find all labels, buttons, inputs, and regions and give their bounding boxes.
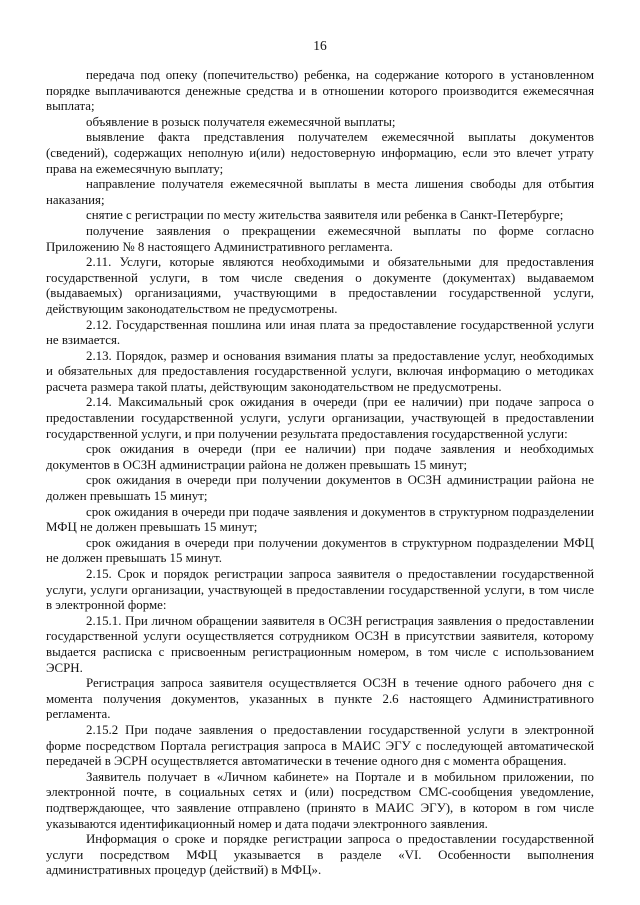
paragraph: объявление в розыск получателя ежемесячной выплаты;: [86, 114, 396, 129]
page-number: 16: [313, 38, 327, 53]
paragraph: Информация о сроке и порядке регистрации запроса о предоставлении государственной услуги посредством МФЦ указывается в разделе «VI. Особенности выполнения административных процедур (действий) в МФЦ».: [46, 832, 594, 878]
paragraph: 2.13. Порядок, размер и основания взимания платы за предоставление услуг, необходимых и обязательных для предоставления государственной услуги, включая информацию о методиках расчета размера такой платы, действующим законодательством не предусмотрены.: [46, 348, 594, 394]
paragraph: Регистрация запроса заявителя осуществляется ОСЗН в течение одного рабочего дня с момента получения документов, указанных в пункте 2.6 настоящего Административного регламента.: [46, 676, 594, 722]
paragraph: срок ожидания в очереди при получении документов в структурном подразделении МФЦ не должен превышать 15 минут.: [46, 535, 594, 566]
paragraph: снятие с регистрации по месту жительства заявителя или ребенка в Санкт-Петербурге;: [86, 208, 564, 223]
paragraph: 2.15. Срок и порядок регистрации запроса заявителя о предоставлении государственной услуги, услуги организации, участвующей в предоставлении государственной услуги, в том числе в электронной форме:: [46, 567, 594, 613]
paragraph: направление получателя ежемесячной выплаты в места лишения свободы для отбытия наказания;: [46, 177, 594, 207]
paragraph: срок ожидания в очереди при подаче заявления и документов в структурном подразделении МФЦ не должен превышать 15 минут;: [46, 504, 594, 535]
paragraph: получение заявления о прекращении ежемесячной выплаты по форме согласно Приложению № 8 настоящего Административного регламента.: [46, 223, 594, 254]
paragraph: 2.15.1. При личном обращении заявителя в ОСЗН регистрация заявления о предоставлении государственной услуги осуществляется сотрудником ОСЗН в присутствии заявителя, которому выдается расписка с присвоенным регистрационным номером, в том числе с использованием ЭСРН.: [46, 613, 594, 675]
paragraph: срок ожидания в очереди (при ее наличии) при подаче заявления и необходимых документов в ОСЗН администрации района не должен превышать 15 минут;: [46, 442, 594, 472]
document-body: [46, 68, 594, 879]
paragraph: 2.15.2 При подаче заявления о предоставлении государственной услуги в электронной форме посредством Портала регистрация запроса в МАИС ЭГУ с последующей автоматической передачей в ЭСРН осуществляется автоматически в течение одного дня с момента обращения.: [46, 722, 594, 769]
paragraph: 2.12. Государственная пошлина или иная плата за предоставление государственной услуги не взимается.: [46, 317, 594, 348]
paragraph: Заявитель получает в «Личном кабинете» на Портале и в мобильном приложении, по электронной почте, в социальных сетях и (или) посредством СМС-сообщения уведомление, подтверждающее, что заявление отправлено (принято в МАИС ЭГУ), в котором в гом числе указываются идентификационный номер и дата подачи электронного заявления.: [46, 769, 594, 831]
paragraph: выявление факта представления получателем ежемесячной выплаты документов (сведений), содержащих неполную и(или) недостоверную информацию, если это влечет утрату права на ежемесячную выплату;: [46, 130, 594, 176]
paragraph: срок ожидания в очереди при получении документов в ОСЗН администрации района не должен превышать 15 минут;: [46, 473, 594, 504]
paragraph: 2.11. Услуги, которые являются необходимыми и обязательными для предоставления государственной услуги, в том числе сведения о документе (документах) выдаваемом (выдаваемых) организациями, участвующими в предоставлении государственной услуги, действующим законодательством не предусмотрены.: [46, 255, 594, 316]
paragraph: 2.14. Максимальный срок ожидания в очереди (при ее наличии) при подаче запроса о предоставлении государственной услуги, услуги организации, участвующей в предоставлении государственной услуги, и при получении результата предоставления государственной услуги:: [46, 395, 594, 441]
paragraph: передача под опеку (попечительство) ребенка, на содержание которого в установленном порядке выплачиваются денежные средства и в отношении которого производится ежемесячная выплата;: [46, 68, 594, 114]
